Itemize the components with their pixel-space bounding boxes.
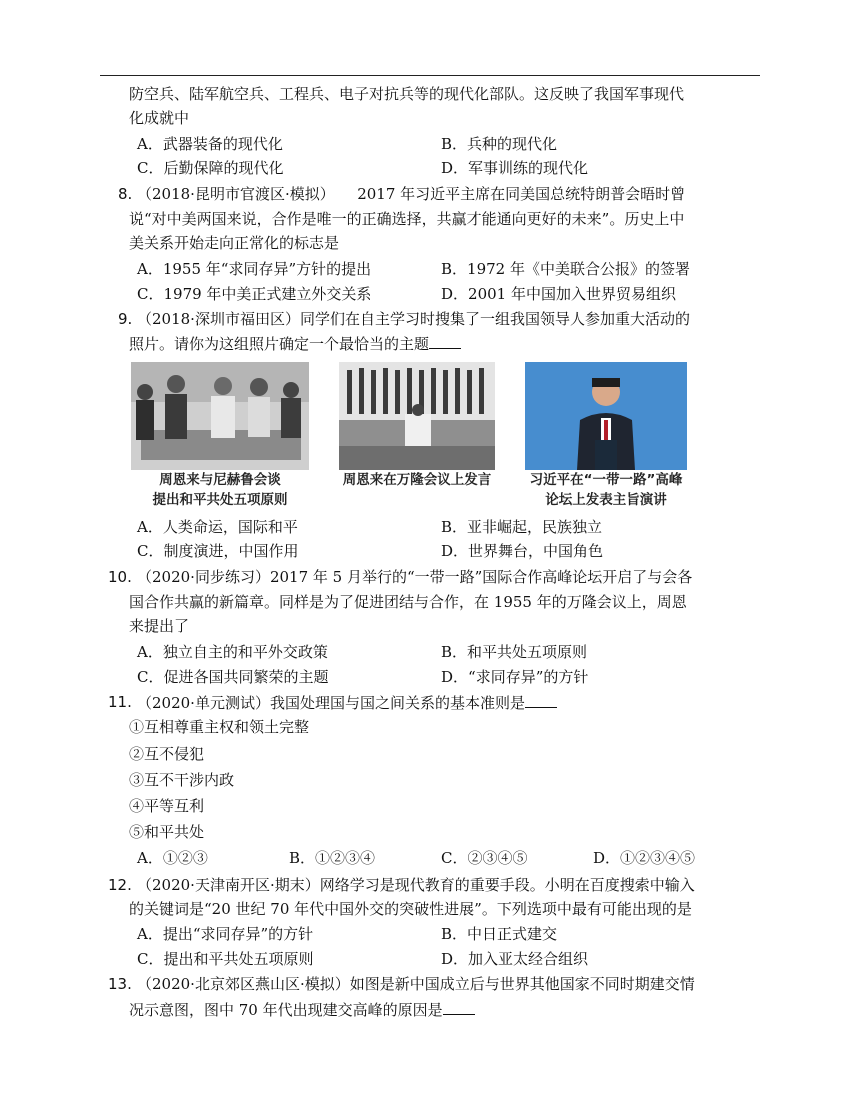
q11-option-a: A．①②③ [137,849,208,867]
caption-line: 周恩来在万隆会议上发言 [342,472,492,488]
q8-number: 8. [118,185,133,203]
q11-option-b: B．①②③④ [289,849,376,867]
q13-stem-line: （2020·北京郊区燕山区·模拟）如图是新中国成立后与世界其他国家不同时期建交情 [137,975,695,993]
q9-stem-line: 照片。请你为这组照片确定一个最恰当的主题 [129,332,461,355]
q12-stem-line: （2020·天津南开区·期末）网络学习是现代教育的重要手段。小明在百度搜索中输入 [137,876,695,894]
q7-stem-line: 化成就中 [129,109,190,127]
q10-stem-line: 来提出了 [129,617,190,635]
q11-statement: ②互不侵犯 [129,745,205,763]
q10-stem-line: （2020·同步练习）2017 年 5 月举行的“一带一路”国际合作高峰论坛开启了与会各 [137,568,693,586]
q7-stem-line: 防空兵、陆军航空兵、工程兵、电子对抗兵等的现代化部队。这反映了我国军事现代 [129,85,685,103]
q10-option-d: D．“求同存异”的方针 [441,668,589,686]
q9-number: 9. [118,310,133,328]
q10-number: 10. [108,568,132,586]
q11-option-c: C．②③④⑤ [441,849,528,867]
q8-option-c: C．1979 年中美正式建立外交关系 [137,285,372,303]
q9-option-d: D．世界舞台，中国角色 [441,542,604,560]
header-rule [100,75,760,76]
q11-statement: ④平等互利 [129,797,205,815]
q8-option-a: A．1955 年“求同存异”方针的提出 [137,260,372,278]
q11-statement: ①互相尊重主权和领土完整 [129,718,310,736]
q12-number: 12. [108,876,132,894]
q10-option-a: A．独立自主的和平外交政策 [137,643,328,661]
q11-number: 11. [108,693,132,711]
q7-option-a: A．武器装备的现代化 [137,135,283,153]
q11-stem-line: （2020·单元测试）我国处理国与国之间关系的基本准则是 [137,691,557,714]
photo-caption [503,470,709,510]
q12-option-d: D．加入亚太经合组织 [441,950,589,968]
q10-stem-line: 国合作共赢的新篇章。同样是为了促进团结与合作，在 1955 年的万隆会议上，周恩 [129,593,687,611]
answer-blank [525,691,557,708]
q11-option-d: D．①②③④⑤ [593,849,696,867]
q9-stem-line: （2018·深圳市福田区）同学们在自主学习时搜集了一组我国领导人参加重大活动的 [137,310,690,328]
q11-statement: ③互不干涉内政 [129,771,235,789]
photo-zhou-nehru [131,362,309,470]
q8-stem-line: （2018·昆明市官渡区·模拟） 2017 年习近平主席在同美国总统特朗普会晤时曾 [137,185,686,203]
caption-line: 习近平在“一带一路”高峰 [529,472,683,488]
q12-option-b: B．中日正式建交 [441,925,558,943]
q10-option-b: B．和平共处五项原则 [441,643,588,661]
photo-caption [131,470,309,510]
q10-option-c: C．促进各国共同繁荣的主题 [137,668,329,686]
q7-option-b: B．兵种的现代化 [441,135,558,153]
q11-statement: ⑤和平共处 [129,823,205,841]
caption-line: 提出和平共处五项原则 [152,492,288,508]
answer-blank [443,998,475,1015]
answer-blank [429,332,461,349]
q8-stem-line: 美关系开始走向正常化的标志是 [129,234,340,252]
q8-stem-line: 说“对中美两国来说，合作是唯一的正确选择，共赢才能通向更好的未来”。历史上中 [129,210,685,228]
q7-option-c: C．后勤保障的现代化 [137,159,284,177]
q13-number: 13. [108,975,132,993]
photo-bandung-conference [339,362,495,470]
q7-option-d: D．军事训练的现代化 [441,159,589,177]
q9-option-a: A．人类命运，国际和平 [137,518,298,536]
photo-caption [325,470,509,490]
caption-line: 周恩来与尼赫鲁会谈 [159,472,281,488]
q13-stem-line: 况示意图，图中 70 年代出现建交高峰的原因是 [129,998,475,1021]
q8-option-b: B．1972 年《中美联合公报》的签署 [441,260,690,278]
photo-belt-road-forum [525,362,687,470]
q12-option-c: C．提出和平共处五项原则 [137,950,314,968]
q9-option-c: C．制度演进，中国作用 [137,542,299,560]
q12-stem-line: 的关键词是“20 世纪 70 年代中国外交的突破性进展”。下列选项中最有可能出现的是 [129,900,692,918]
q8-option-d: D．2001 年中国加入世界贸易组织 [441,285,676,303]
q12-option-a: A．提出“求同存异”的方针 [137,925,314,943]
caption-line: 论坛上发表主旨演讲 [545,492,667,508]
q9-option-b: B．亚非崛起，民族独立 [441,518,603,536]
